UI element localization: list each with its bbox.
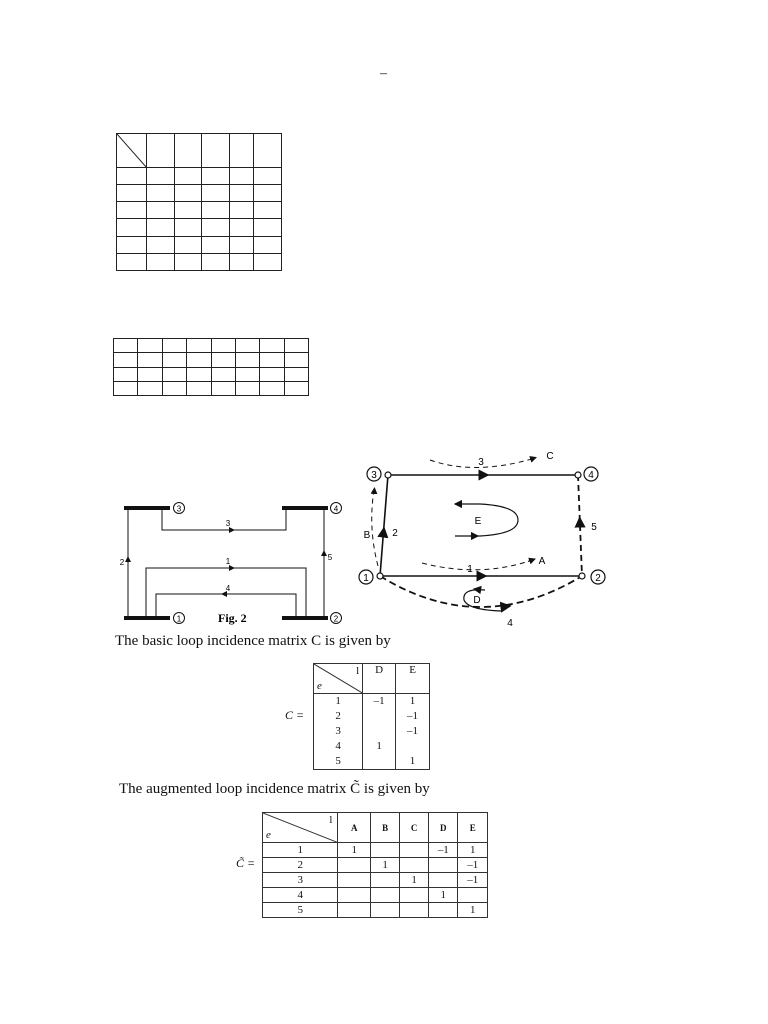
- edge-label-5: 5: [327, 553, 333, 562]
- empty-grid-2: [113, 338, 309, 396]
- augmented-row-label: 2: [263, 858, 338, 873]
- augmented-cell: [428, 858, 458, 873]
- augmented-cell: 1: [338, 843, 370, 858]
- edge-label-1: 1: [225, 557, 231, 566]
- loop-label-C: C: [546, 451, 554, 462]
- augmented-row-label: 4: [263, 888, 338, 903]
- augmented-cell: [370, 903, 400, 918]
- augmented-corner-bottom: e: [266, 829, 271, 841]
- basic-corner-top: l: [356, 665, 360, 677]
- graph-edge-label-2: 2: [392, 528, 398, 539]
- basic-loop-matrix: [313, 663, 430, 770]
- graph-node-label-1: 1: [363, 573, 369, 584]
- node-label-2: 2: [333, 614, 339, 624]
- edge-label-4: 4: [225, 584, 231, 593]
- augmented-cell: [370, 843, 400, 858]
- augmented-cell: [338, 903, 370, 918]
- augmented-cell: [458, 888, 488, 903]
- loop-graph-right: [350, 448, 610, 633]
- empty-grid-1: [116, 133, 282, 271]
- loop-label-D: D: [473, 595, 481, 606]
- basic-cell: 1: [396, 754, 430, 770]
- loop-label-B: B: [363, 530, 371, 541]
- basic-cell: –1: [396, 709, 430, 724]
- augmented-row-label: 1: [263, 843, 338, 858]
- augmented-cell: –1: [428, 843, 458, 858]
- augmented-cell: [428, 903, 458, 918]
- basic-row-label: 2: [314, 709, 363, 724]
- node-label-1: 1: [176, 614, 182, 624]
- augmented-cell: 1: [458, 843, 488, 858]
- basic-row-label: 4: [314, 739, 363, 754]
- top-mark: –: [380, 66, 387, 81]
- augmented-corner-cell: [263, 813, 338, 843]
- augmented-corner-top: l: [329, 814, 333, 826]
- node-label-3: 3: [176, 504, 182, 514]
- augmented-cell: [338, 873, 370, 888]
- graph-edge-label-4: 4: [507, 618, 513, 629]
- basic-matrix-caption: The basic loop incidence matrix C is given by: [115, 633, 391, 649]
- graph-node-label-2: 2: [595, 573, 601, 584]
- loop-E: [455, 504, 518, 536]
- loop-D: [464, 590, 502, 611]
- augmented-row-label: 5: [263, 903, 338, 918]
- augmented-col-header-A: A: [338, 813, 370, 843]
- augmented-col-header-E: E: [458, 813, 488, 843]
- basic-row-label: 5: [314, 754, 363, 770]
- basic-col-header-E: E: [396, 664, 430, 694]
- augmented-cell: –1: [458, 873, 488, 888]
- augmented-loop-matrix: [262, 812, 488, 918]
- graph-link-4: [380, 576, 582, 607]
- augmented-cell: 1: [458, 903, 488, 918]
- loop-A: [422, 560, 532, 570]
- loop-label-E: E: [474, 516, 482, 527]
- basic-cell: [363, 754, 396, 770]
- grid-1-corner-cell: [117, 134, 147, 168]
- graph-edge-label-3: 3: [478, 457, 484, 468]
- basic-cell: –1: [396, 724, 430, 739]
- basic-row-label: 1: [314, 694, 363, 709]
- augmented-matrix-caption: The augmented loop incidence matrix C̃ is given by: [119, 781, 430, 797]
- edge-label-2: 2: [119, 558, 125, 567]
- loop-label-A: A: [538, 556, 546, 567]
- basic-cell: [363, 709, 396, 724]
- augmented-cell: [400, 888, 429, 903]
- augmented-cell: [370, 873, 400, 888]
- augmented-cell: 1: [428, 888, 458, 903]
- basic-cell: 1: [396, 694, 430, 709]
- node-label-4: 4: [333, 504, 339, 514]
- augmented-cell: 1: [370, 858, 400, 873]
- augmented-cell: [428, 873, 458, 888]
- augmented-col-header-B: B: [370, 813, 400, 843]
- edge-label-3: 3: [225, 519, 231, 528]
- basic-corner-bottom: e: [317, 680, 322, 692]
- augmented-row-label: 3: [263, 873, 338, 888]
- augmented-col-header-D: D: [428, 813, 458, 843]
- graph-node-label-4: 4: [588, 470, 594, 481]
- network-diagram-left: [110, 495, 355, 630]
- basic-corner-cell: [314, 664, 363, 694]
- augmented-cell: [338, 858, 370, 873]
- augmented-cell: [400, 858, 429, 873]
- basic-cell: [396, 739, 430, 754]
- augmented-cell: [338, 888, 370, 903]
- augmented-cell: [370, 888, 400, 903]
- basic-cell: –1: [363, 694, 396, 709]
- augmented-matrix-label: C̃ =: [236, 856, 256, 870]
- basic-row-label: 3: [314, 724, 363, 739]
- basic-matrix-label: C =: [285, 708, 305, 722]
- loop-B: [372, 490, 378, 566]
- diagonal-line: [117, 134, 147, 168]
- graph-edge-label-5: 5: [591, 522, 597, 533]
- augmented-col-header-C: C: [400, 813, 429, 843]
- graph-branch-2: [380, 475, 388, 576]
- graph-edge-label-1: 1: [467, 564, 473, 575]
- basic-cell: [363, 724, 396, 739]
- augmented-cell: [400, 843, 429, 858]
- figure-label: Fig. 2: [218, 611, 247, 625]
- augmented-cell: [400, 903, 429, 918]
- basic-col-header-D: D: [363, 664, 396, 694]
- basic-cell: 1: [363, 739, 396, 754]
- augmented-corner-diagonal: [263, 813, 339, 843]
- augmented-cell: –1: [458, 858, 488, 873]
- graph-node-label-3: 3: [371, 470, 377, 481]
- augmented-cell: 1: [400, 873, 429, 888]
